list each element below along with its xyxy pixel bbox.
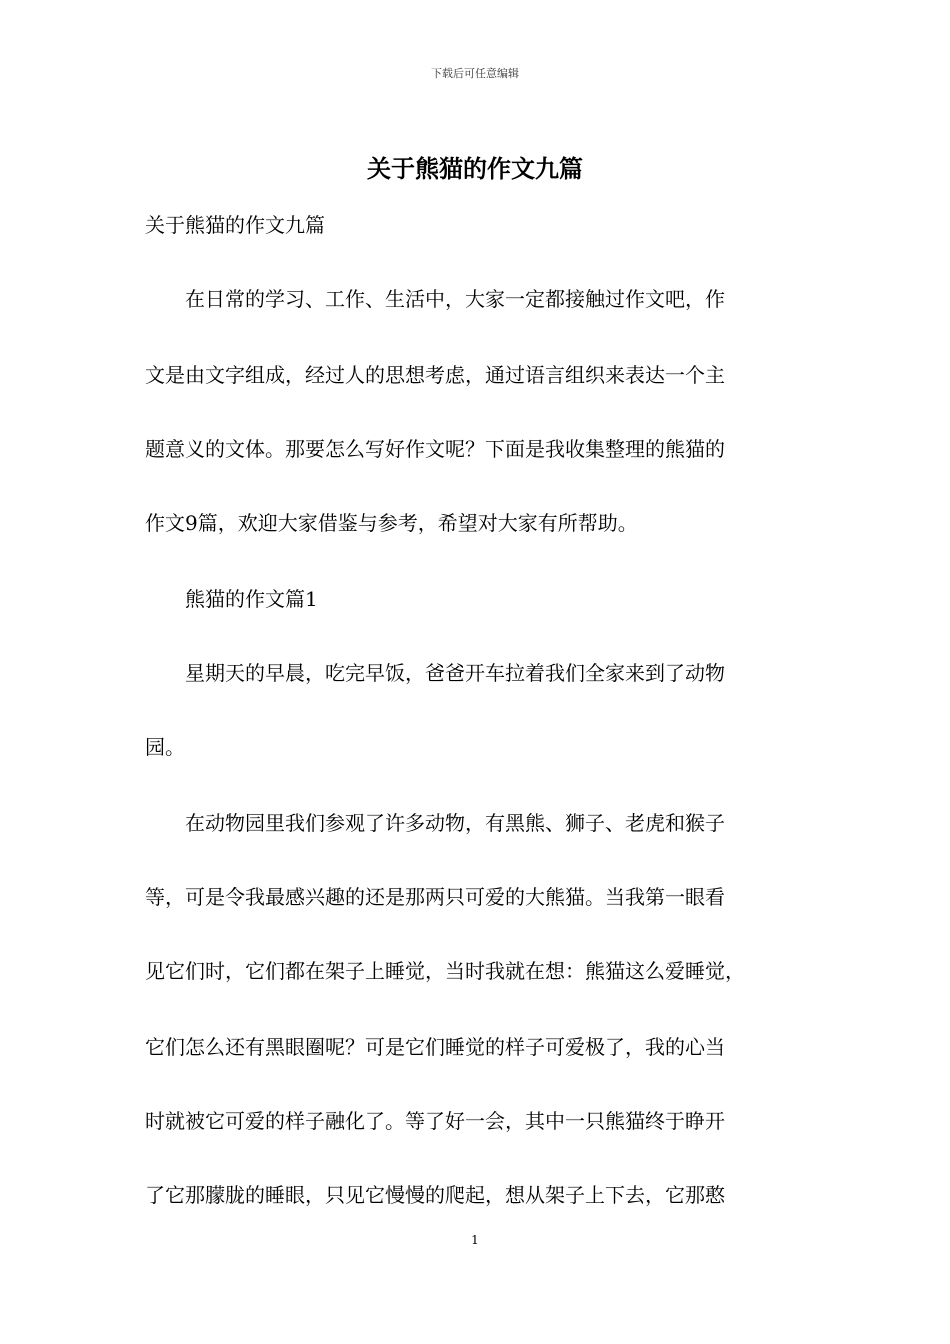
text-line: 关于熊猫的作文九篇: [145, 213, 325, 237]
document-title: 关于熊猫的作文九篇: [367, 154, 583, 183]
text-line: 在日常的学习、工作、生活中，大家一定都接触过作文吧，作: [145, 287, 725, 311]
text-line: 园。: [145, 735, 185, 759]
header-note: 下载后可任意编辑: [431, 67, 519, 80]
text-line: 文是由文字组成，经过人的思想考虑，通过语言组织来表达一个主: [145, 363, 725, 387]
page-number: 1: [471, 1233, 479, 1247]
text-line: 它们怎么还有黑眼圈呢？可是它们睡觉的样子可爱极了，我的心当: [145, 1035, 725, 1059]
section-heading: 熊猫的作文篇1: [145, 587, 318, 611]
text-line: 时就被它可爱的样子融化了。等了好一会，其中一只熊猫终于睁开: [145, 1109, 725, 1133]
text-line: 星期天的早晨，吃完早饭，爸爸开车拉着我们全家来到了动物: [145, 661, 725, 685]
text-line: 在动物园里我们参观了许多动物，有黑熊、狮子、老虎和猴子: [145, 811, 725, 835]
text-line: 见它们时，它们都在架子上睡觉，当时我就在想：熊猫这么爱睡觉，: [145, 959, 745, 983]
text-line: 题意义的文体。那要怎么写好作文呢？下面是我收集整理的熊猫的: [145, 437, 725, 461]
text-line: 作文9篇，欢迎大家借鉴与参考，希望对大家有所帮助。: [145, 511, 638, 535]
text-line: 等，可是令我最感兴趣的还是那两只可爱的大熊猫。当我第一眼看: [145, 885, 725, 909]
text-line: 了它那朦胧的睡眼，只见它慢慢的爬起，想从架子上下去，它那憨: [145, 1183, 725, 1207]
